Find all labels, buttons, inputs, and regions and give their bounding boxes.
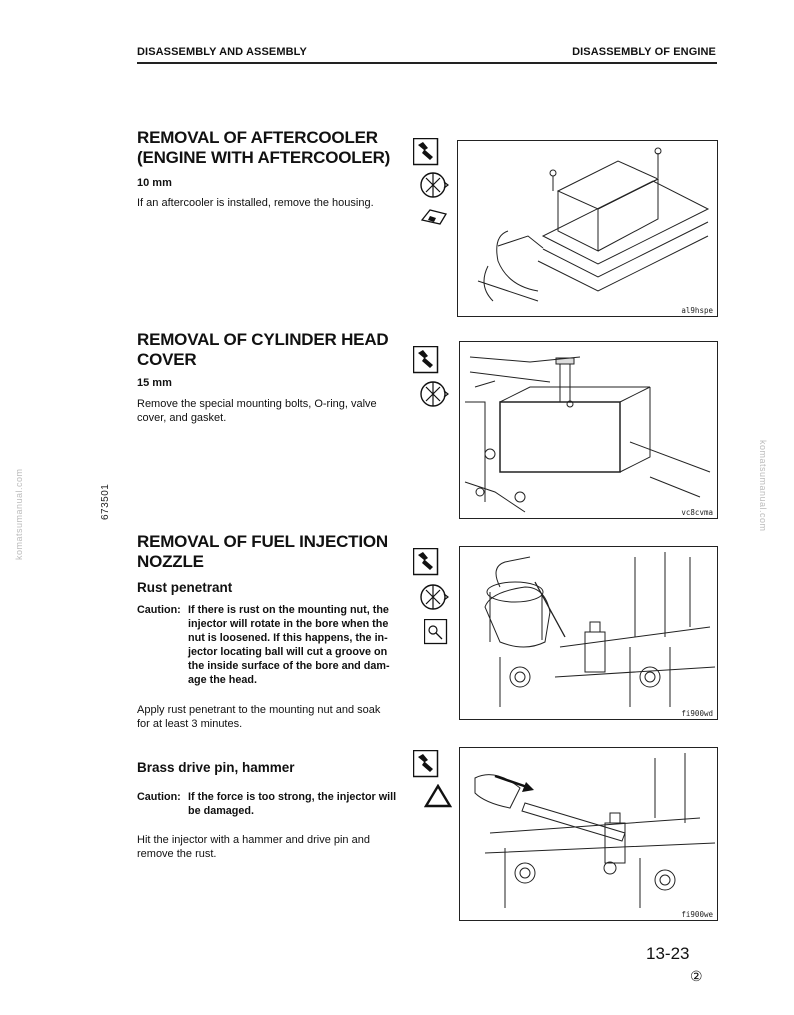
figure-drive-pin	[459, 747, 718, 921]
section3-caution-label: Caution:	[137, 604, 181, 616]
gasket-icon	[420, 206, 450, 233]
section4-caution-label: Caution:	[137, 791, 181, 803]
figure-aftercooler	[457, 140, 718, 317]
warning-icon	[424, 784, 452, 813]
section3-text-line2: for at least 3 minutes.	[137, 718, 243, 730]
torque-icon	[420, 170, 450, 205]
section3-caution-line1: If there is rust on the mounting nut, the	[188, 604, 389, 616]
torque-icon	[420, 582, 450, 617]
page-number: 13-23	[646, 944, 690, 963]
wrench-icon	[413, 346, 449, 381]
figure-cylinder-head-cover	[459, 341, 718, 519]
figure-code: vc8cvma	[681, 508, 713, 517]
section3-caution-line5: the inside surface of the bore and dam-	[188, 660, 390, 672]
watermark-left: komatsumanual.com	[14, 468, 24, 560]
section1-title-line2: (ENGINE WITH AFTERCOOLER)	[137, 148, 391, 167]
header-right: DISASSEMBLY OF ENGINE	[572, 46, 716, 58]
section2-text-line1: Remove the special mounting bolts, O-ring, valve	[137, 398, 377, 410]
figure-code: fi900wd	[681, 709, 713, 718]
header-left: DISASSEMBLY AND ASSEMBLY	[137, 46, 307, 58]
section1-text: If an aftercooler is installed, remove the housing.	[137, 197, 374, 209]
section3-caution-line6: age the head.	[188, 674, 257, 686]
wrench-icon	[413, 138, 449, 173]
watermark-right: komatsumanual.com	[758, 440, 768, 532]
section4-tool: Brass drive pin, hammer	[137, 760, 295, 775]
section2-title-line1: REMOVAL OF CYLINDER HEAD	[137, 330, 389, 349]
torque-icon	[420, 379, 450, 414]
section4-text-line1: Hit the injector with a hammer and drive pin and	[137, 834, 370, 846]
revision-mark: ②	[690, 968, 703, 984]
section2-tool: 15 mm	[137, 377, 172, 389]
section2-text-line2: cover, and gasket.	[137, 412, 227, 424]
wrench-icon	[413, 750, 449, 785]
section3-tool: Rust penetrant	[137, 580, 233, 595]
figure-code: fi900we	[681, 910, 713, 919]
section2-title-line2: COVER	[137, 350, 197, 369]
time-icon	[424, 619, 448, 650]
section3-caution-line3: nut is loosened. If this happens, the in-	[188, 632, 388, 644]
section3-text-line1: Apply rust penetrant to the mounting nut and soak	[137, 704, 381, 716]
figure-fuel-injection-nozzle	[459, 546, 718, 720]
side-code: 673501	[100, 483, 111, 520]
wrench-icon	[413, 548, 449, 583]
section4-caution-line1: If the force is too strong, the injector will	[188, 791, 397, 803]
section3-title-line1: REMOVAL OF FUEL INJECTION	[137, 532, 388, 551]
figure-code: al9hspe	[681, 306, 713, 315]
section3-caution-line4: jector locating ball will cut a groove on	[188, 646, 388, 658]
section1-tool: 10 mm	[137, 177, 172, 189]
section4-caution-line2: be damaged.	[188, 805, 254, 817]
section3-caution-line2: injector will rotate in the bore when the	[188, 618, 389, 630]
section3-title-line2: NOZZLE	[137, 552, 204, 571]
section1-title-line1: REMOVAL OF AFTERCOOLER	[137, 128, 378, 147]
section4-text-line2: remove the rust.	[137, 848, 217, 860]
header-rule	[137, 62, 717, 64]
